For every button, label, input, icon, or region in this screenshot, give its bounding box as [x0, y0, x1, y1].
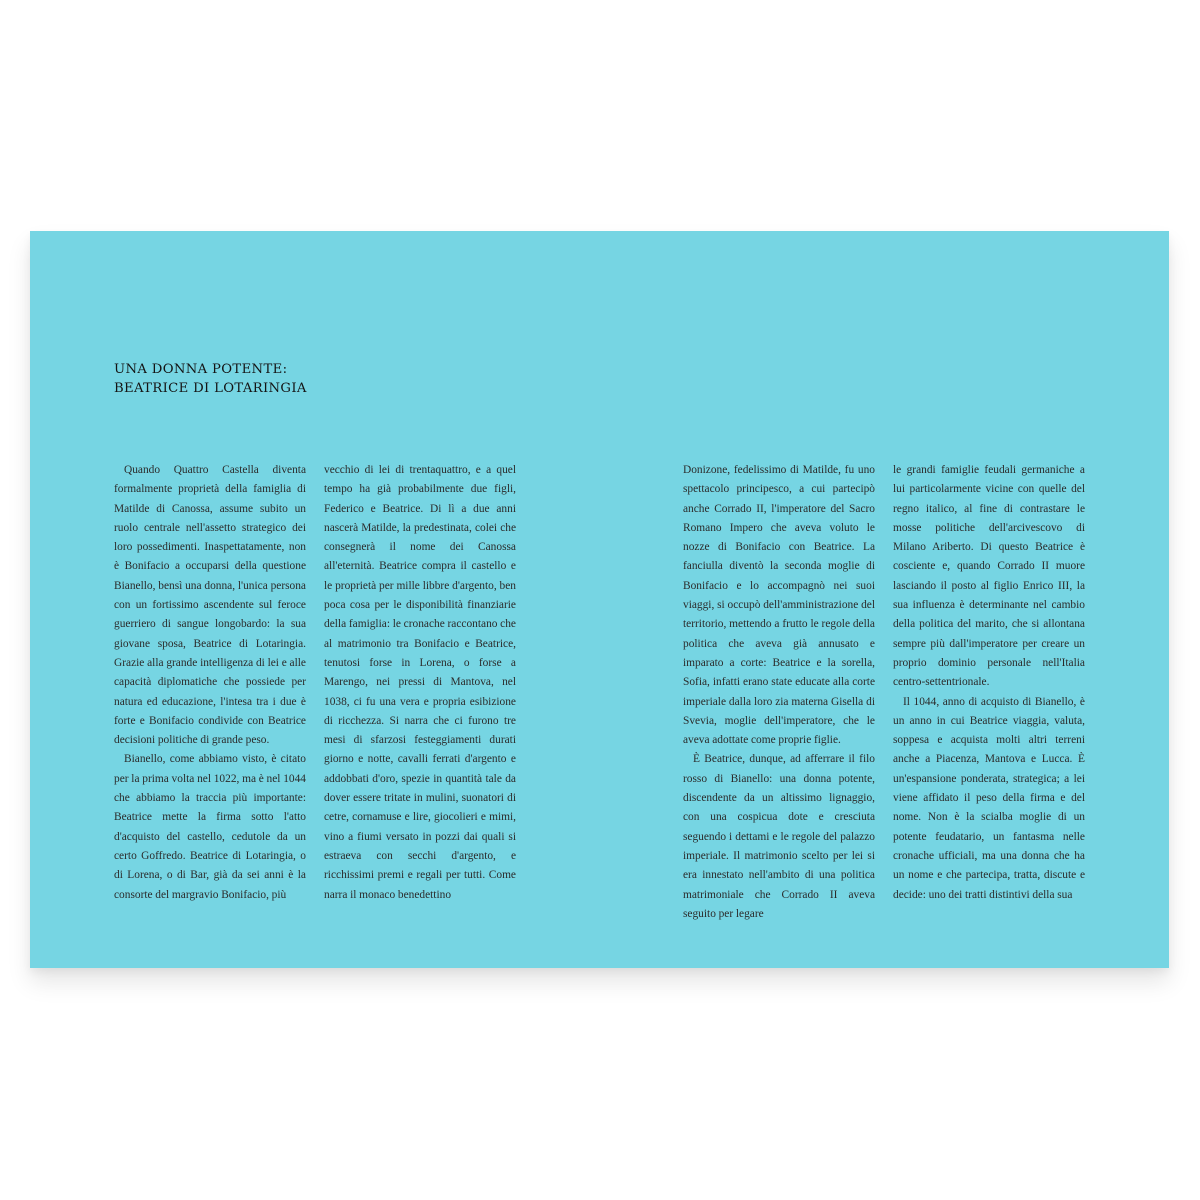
book-spread [30, 231, 1169, 968]
paragraph: Il 1044, anno di acquisto di Bianello, è un anno in cui Beatrice viaggia, valuta, soppesa e acquista molti altri terreni anche a Piacenza, Mantova e Lucca. È un'espansione ponderata, strategica; a lei viene affidato il peso della firma e del nome. Non è la scialba moglie di un potente feudatario, un fantasma nelle cronache ufficiali, ma una donna che ha un nome e che partecipa, tratta, discute e decide: uno dei tratti distintivi della sua [893, 695, 1085, 901]
paragraph: le grandi famiglie feudali germaniche a lui particolarmente vicine con quelle del regno italico, al fine di contrastare le mosse politiche dell'arcivescovo di Milano Ariberto. Di questo Beatrice è cosciente e, quando Corrado II muore lasciando il posto al figlio Enrico III, la sua influenza è determinante nel cambio della politica del marito, che si allontana sempre più dall'imperatore per creare un proprio dominio personale nell'Italia centro-settentrionale. [893, 464, 1085, 689]
paragraph: Bianello, come abbiamo visto, è citato per la prima volta nel 1022, ma è nel 1044 che abbiamo la traccia più importante: Beatrice mette la firma sotto l'atto d'acquisto del castello, cedutole da un certo Goffredo. Beatrice di Lotaringia, o di Lorena, o di Bar, già da sei anni è la consorte del margravio Bonifacio, più [114, 753, 306, 901]
paragraph: Donizone, fedelissimo di Matilde, fu uno spettacolo principesco, a cui partecipò anche Corrado II, l'imperatore del Sacro Romano Impero che aveva voluto le nozze di Bonifacio con Beatrice. La fanciulla diventò la seconda moglie di Bonifacio e lo accompagnò nei suoi viaggi, si occupò dell'amministrazione del territorio, mettendo a frutto le regole della politica che aveva già annusato e imparato a corte: Beatrice e la sorella, Sofia, infatti erano state educate alla corte imperiale dalla loro zia materna Gisella di Svevia, moglie dell'imperatore, che le aveva adottate come proprie figlie. [683, 464, 875, 747]
text-column-4 [893, 461, 1085, 905]
paragraph: Quando Quattro Castella diventa formalmente proprietà della famiglia di Matilde di Canossa, assume subito un ruolo centrale nell'assetto strategico dei loro possedimenti. Inaspettatamente, non è Bonifacio a occuparsi della questione Bianello, bensì una donna, l'unica persona con un fortissimo ascendente sul feroce guerriero di sangue longobardo: la sua giovane sposa, Beatrice di Lotaringia. Grazie alla grande intelligenza di lei e alle capacità diplomatiche che possiede per natura ed educazione, l'intesa tra i due è forte e Bonifacio condivide con Beatrice decisioni politiche di grande peso. [114, 464, 306, 747]
paragraph: È Beatrice, dunque, ad afferrare il filo rosso di Bianello: una donna potente, discendente da un altissimo lignaggio, con una cospicua dote e cresciuta seguendo i dettami e le regole del palazzo imperiale. Il matrimonio scelto per lei si era innestato nell'ambito di una politica matrimoniale che Corrado II aveva seguito per legare [683, 753, 875, 920]
chapter-title [114, 361, 307, 398]
chapter-title-line-1: UNA DONNA POTENTE: [114, 362, 288, 377]
chapter-title-line-2: BEATRICE DI LOTARINGIA [114, 380, 307, 396]
text-column-2 [324, 461, 516, 905]
paragraph: vecchio di lei di trentaquattro, e a quel tempo ha già probabilmente due figli, Federico e Beatrice. Di lì a due anni nascerà Matilde, la predestinata, colei che consegnerà il nome dei Canossa all'eternità. Beatrice compra il castello e le proprietà per mille libbre d'argento, ben poca cosa per le disponibilità finanziarie della famiglia: le cronache raccontano che al matrimonio tra Bonifacio e Beatrice, tenutosi forse in Lorena, o forse a Marengo, nei pressi di Mantova, nel 1038, ci fu una vera e propria esibizione di ricchezza. Si narra che ci furono tre mesi di sfarzosi festeggiamenti durati giorno e notte, cavalli ferrati d'argento e addobbati d'oro, spezie in quantità tale da dover essere tritate in mulini, suonatori di cetre, cornamuse e lire, giocolieri e mimi, vino a fiumi versato in pozzi dai quali si estraeva con secchi d'argento, e ricchissimi premi e regali per tutti. Come narra il monaco benedettino [324, 464, 516, 901]
text-column-1 [114, 461, 306, 905]
text-column-3 [683, 461, 875, 924]
